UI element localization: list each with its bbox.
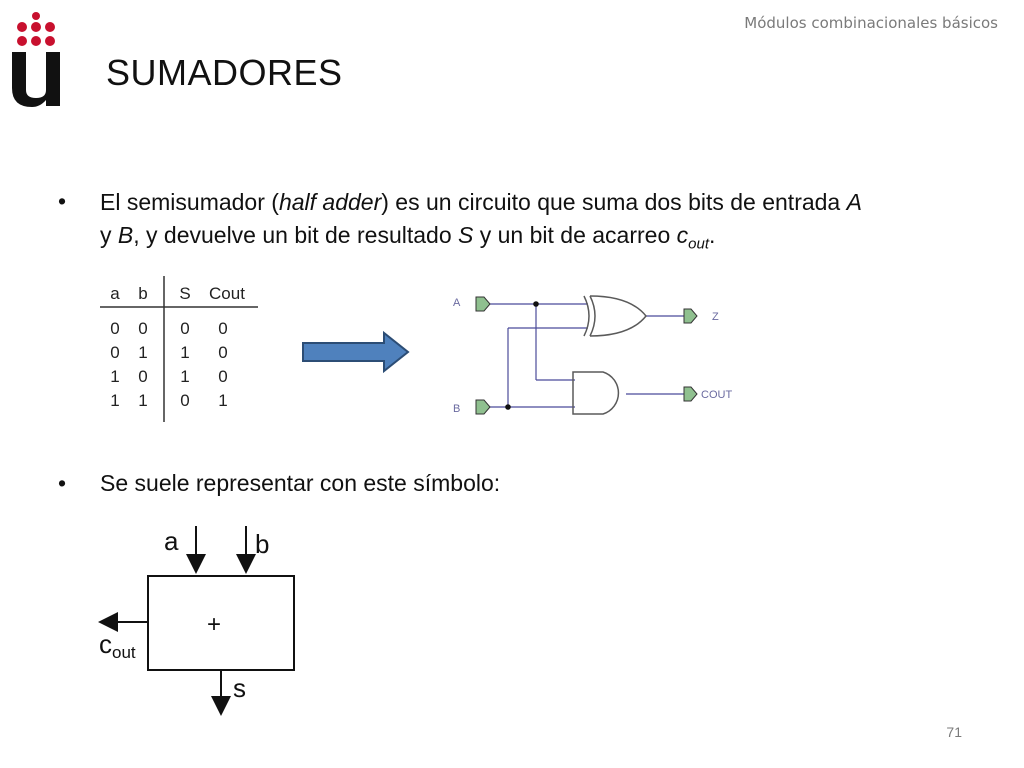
circuit-label-b: B <box>453 403 461 415</box>
table-cell: 1 <box>138 391 148 410</box>
symbol-label-s: s <box>233 673 246 703</box>
symbol-label-carry: cout <box>99 629 136 662</box>
table-cell: 1 <box>138 343 148 362</box>
bullet-text-symbol: Se suele representar con este símbolo: <box>100 470 501 496</box>
bullet-marker: • <box>58 470 67 496</box>
symbol-operator: + <box>207 611 222 638</box>
table-header: a <box>110 284 120 303</box>
symbol-label-b: b <box>255 529 270 559</box>
table-cell: 0 <box>180 319 190 338</box>
xor-gate-icon <box>584 296 646 336</box>
input-port-icon <box>476 400 490 414</box>
right-arrow-icon <box>300 330 412 374</box>
and-gate-icon <box>573 372 618 414</box>
bullet-text-half-adder: El semisumador (half adder) es un circuito que suma dos bits de entrada A y B, y devuelve un bit de resultado S y un bit de acarreo $c_{out}$. <box>100 189 862 253</box>
output-port-icon <box>684 387 697 401</box>
table-cell: 0 <box>138 367 148 386</box>
table-cell: 0 <box>138 319 148 338</box>
page-number: 71 <box>946 724 962 740</box>
page-title: SUMADORES <box>106 52 343 93</box>
table-cell: 1 <box>180 367 190 386</box>
circuit-label-cout: COUT <box>701 389 733 401</box>
table-cell: 1 <box>218 391 228 410</box>
section-header: Módulos combinacionales básicos <box>744 14 998 32</box>
table-cell: 0 <box>218 367 228 386</box>
circuit-label-a: A <box>453 297 461 309</box>
table-cell: 1 <box>110 367 120 386</box>
university-logo <box>8 10 64 110</box>
table-cell: 0 <box>218 319 228 338</box>
bullet-marker: • <box>58 188 67 214</box>
table-cell: 0 <box>110 343 120 362</box>
symbol-label-a: a <box>164 526 179 556</box>
table-cell: 0 <box>218 343 228 362</box>
input-port-icon <box>476 297 490 311</box>
table-cell: 0 <box>110 319 120 338</box>
table-header: b <box>138 284 148 303</box>
table-header: S <box>179 284 191 303</box>
circuit-label-z: Z <box>712 311 719 323</box>
output-port-icon <box>684 309 697 323</box>
table-cell: 1 <box>180 343 190 362</box>
table-header: Cout <box>209 284 245 303</box>
half-adder-circuit <box>440 284 760 424</box>
table-cell: 0 <box>180 391 190 410</box>
table-cell: 1 <box>110 391 120 410</box>
truth-table <box>88 272 268 430</box>
adder-symbol <box>90 520 320 725</box>
